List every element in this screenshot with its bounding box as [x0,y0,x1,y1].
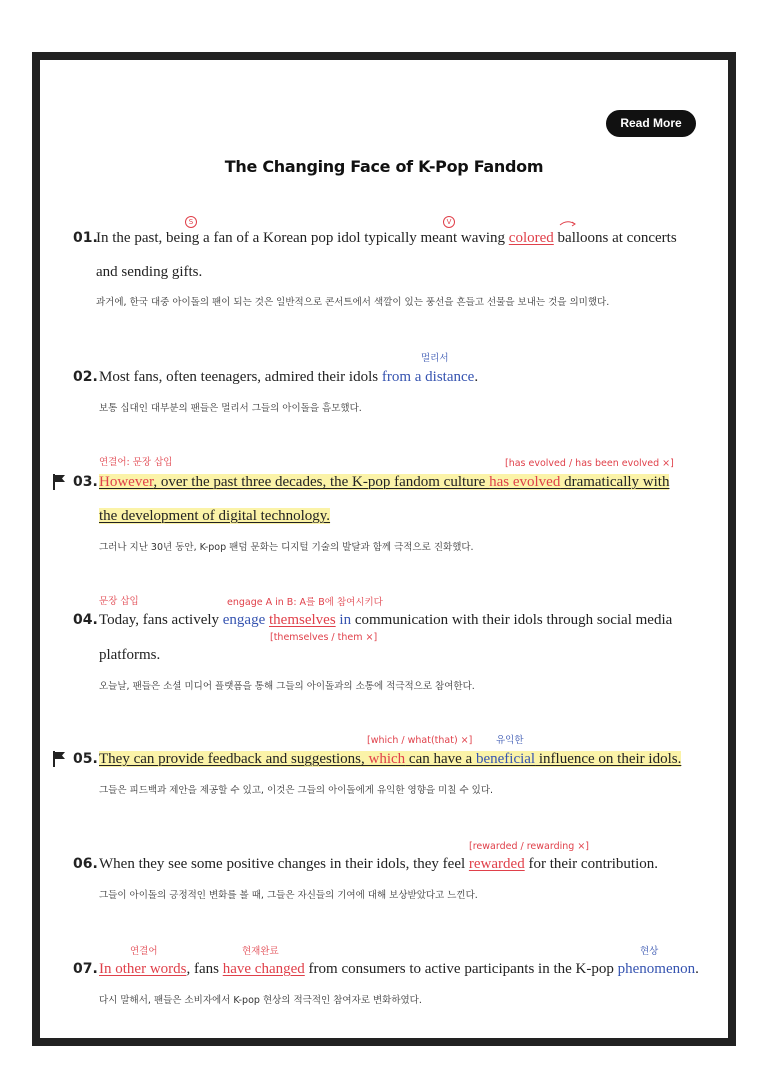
vocab-point: engage [222,612,266,628]
vocab-point: phenomenon [617,961,696,977]
grammar-note: engage A in B: A를 B에 참여시키다 [227,597,383,608]
grammar-note: [themselves / them ×] [270,632,378,643]
sentence-line: In the past, being a fan of a Korean pop idol typically meant waving colored balloons at concerts [96,230,677,246]
grammar-point: has evolved [489,474,561,490]
item-number: 02. [73,369,98,385]
translation: 다시 말해서, 팬들은 소비자에서 K-pop 현상의 적극적인 참여자로 변화하였다. [99,995,422,1006]
flag-icon [52,751,66,767]
read-more-button[interactable]: Read More [606,110,696,137]
grammar-point: However [99,474,154,490]
vocab-note: 유익한 [496,735,524,746]
vocab-note: 멀리서 [421,353,449,364]
translation: 그러나 지난 30년 동안, K-pop 팬덤 문화는 디지털 기술의 발달과 함께 극적으로 진화했다. [99,542,474,553]
grammar-point: themselves [269,612,336,628]
verb-mark: V [443,216,455,228]
vocab-point: in [339,612,352,628]
item-number: 01. [73,230,98,246]
grammar-note: 현재완료 [242,946,279,957]
grammar-point: which [368,751,406,767]
grammar-note: [has evolved / has been evolved ×] [505,458,674,469]
sentence-line: platforms. [99,647,161,663]
sentence-line: the development of digital technology. [99,508,331,524]
grammar-note: [rewarded / rewarding ×] [469,841,590,852]
item-number: 06. [73,856,98,872]
vocab-note: 현상 [640,946,659,957]
page-title: The Changing Face of K-Pop Fandom [224,157,544,176]
grammar-point: colored [508,230,554,246]
grammar-point: rewarded [468,856,525,872]
grammar-note: 연결어 [130,946,158,957]
translation: 과거에, 한국 대중 아이돌의 팬이 되는 것은 일반적으로 콘서트에서 색깔이 있는 풍선을 흔들고 선물을 보내는 것을 의미했다. [96,297,610,308]
grammar-note: [which / what(that) ×] [367,735,473,746]
vocab-point: beneficial [475,751,536,767]
sentence-line: Most fans, often teenagers, admired their idols from a distance. [99,369,479,385]
grammar-point: have changed [222,961,305,977]
flag-icon [52,474,66,490]
sentence-line: In other words, fans have changed from consumers to active participants in the K-pop phenomenon. [99,961,699,977]
item-number: 07. [73,961,98,977]
vocab-point: from a distance [381,369,475,385]
sentence-line: and sending gifts. [96,264,203,280]
grammar-point: In other words [99,961,187,977]
translation: 보통 십대인 대부분의 팬들은 멀리서 그들의 아이돌을 흠모했다. [99,403,362,414]
sentence-line: They can provide feedback and suggestions, which can have a beneficial influence on their idols. [99,751,682,767]
translation: 그들이 아이돌의 긍정적인 변화를 볼 때, 그들은 자신들의 기여에 대해 보상받았다고 느낀다. [99,890,478,901]
item-number: 04. [73,612,98,628]
translation: 그들은 피드백과 제안을 제공할 수 있고, 이것은 그들의 아이돌에게 유익한 영향을 미칠 수 있다. [99,785,494,796]
translation: 오늘날, 팬들은 소셜 미디어 플랫폼을 통해 그들의 아이돌과의 소통에 적극적으로 참여한다. [99,681,475,692]
item-number: 03. [73,474,98,490]
sentence-line: However, over the past three decades, the K-pop fandom culture has evolved dramatically with [99,474,670,490]
modifier-arrow-icon [558,218,578,228]
item-number: 05. [73,751,98,767]
sentence-line: When they see some positive changes in their idols, they feel rewarded for their contribution. [99,856,659,872]
grammar-note: 문장 삽입 [99,596,139,607]
sentence-line: Today, fans actively engage themselves in communication with their idols through social media [99,612,673,628]
subject-mark: S [185,216,197,228]
grammar-note: 연결어: 문장 삽입 [99,457,173,468]
